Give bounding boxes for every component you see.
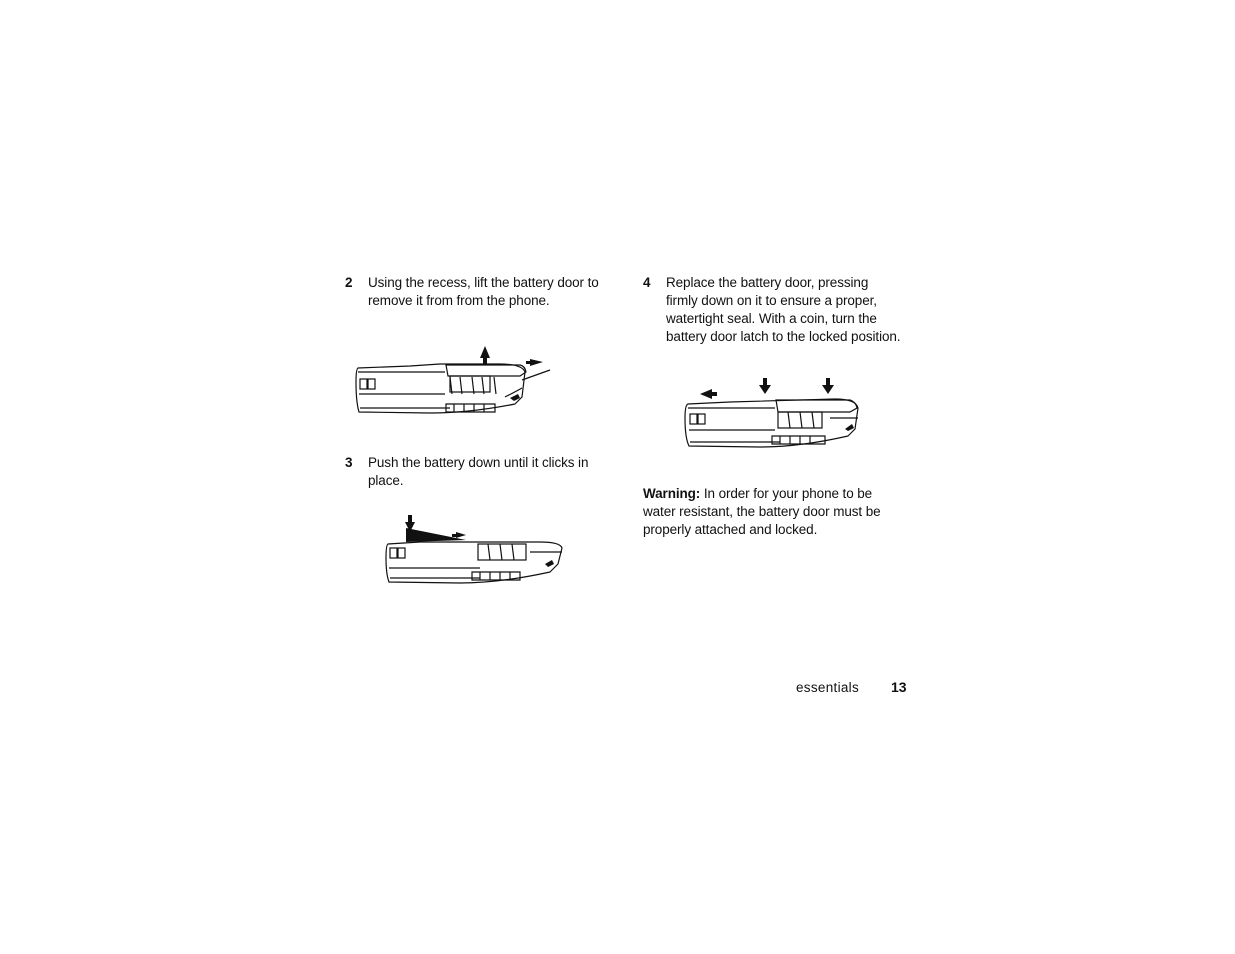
warning-note — [643, 485, 903, 539]
step-text — [666, 274, 900, 346]
step-3 — [345, 454, 615, 494]
page-number: 13 — [891, 679, 907, 695]
step-text-line: place. — [368, 473, 404, 488]
step-text-line: Push the battery down until it clicks in — [368, 455, 589, 470]
step-4 — [643, 274, 913, 350]
warning-line: properly attached and locked. — [643, 522, 818, 537]
remove-door-illustration — [350, 342, 560, 418]
step-number: 2 — [345, 275, 353, 290]
step-text-line: battery door latch to the locked position. — [666, 329, 901, 344]
warning-line: water resistant, the battery door must be — [643, 504, 881, 519]
step-text — [368, 274, 599, 310]
step-text-line: remove it from from the phone. — [368, 293, 550, 308]
warning-text: In order for your phone to be — [700, 486, 873, 501]
warning-line — [643, 485, 903, 503]
step-text-line: watertight seal. With a coin, turn the — [666, 311, 877, 326]
insert-battery-illustration — [380, 512, 570, 586]
footer-section-title: essentials — [796, 680, 860, 695]
step-text-line: firmly down on it to ensure a proper, — [666, 293, 877, 308]
step-number: 4 — [643, 275, 651, 290]
replace-door-illustration — [680, 374, 870, 452]
step-text — [368, 454, 588, 490]
warning-label: Warning: — [643, 486, 701, 501]
step-2 — [345, 274, 615, 314]
step-number: 3 — [345, 455, 353, 470]
step-text-line: Replace the battery door, pressing — [666, 275, 869, 290]
step-text-line: Using the recess, lift the battery door to — [368, 275, 599, 290]
